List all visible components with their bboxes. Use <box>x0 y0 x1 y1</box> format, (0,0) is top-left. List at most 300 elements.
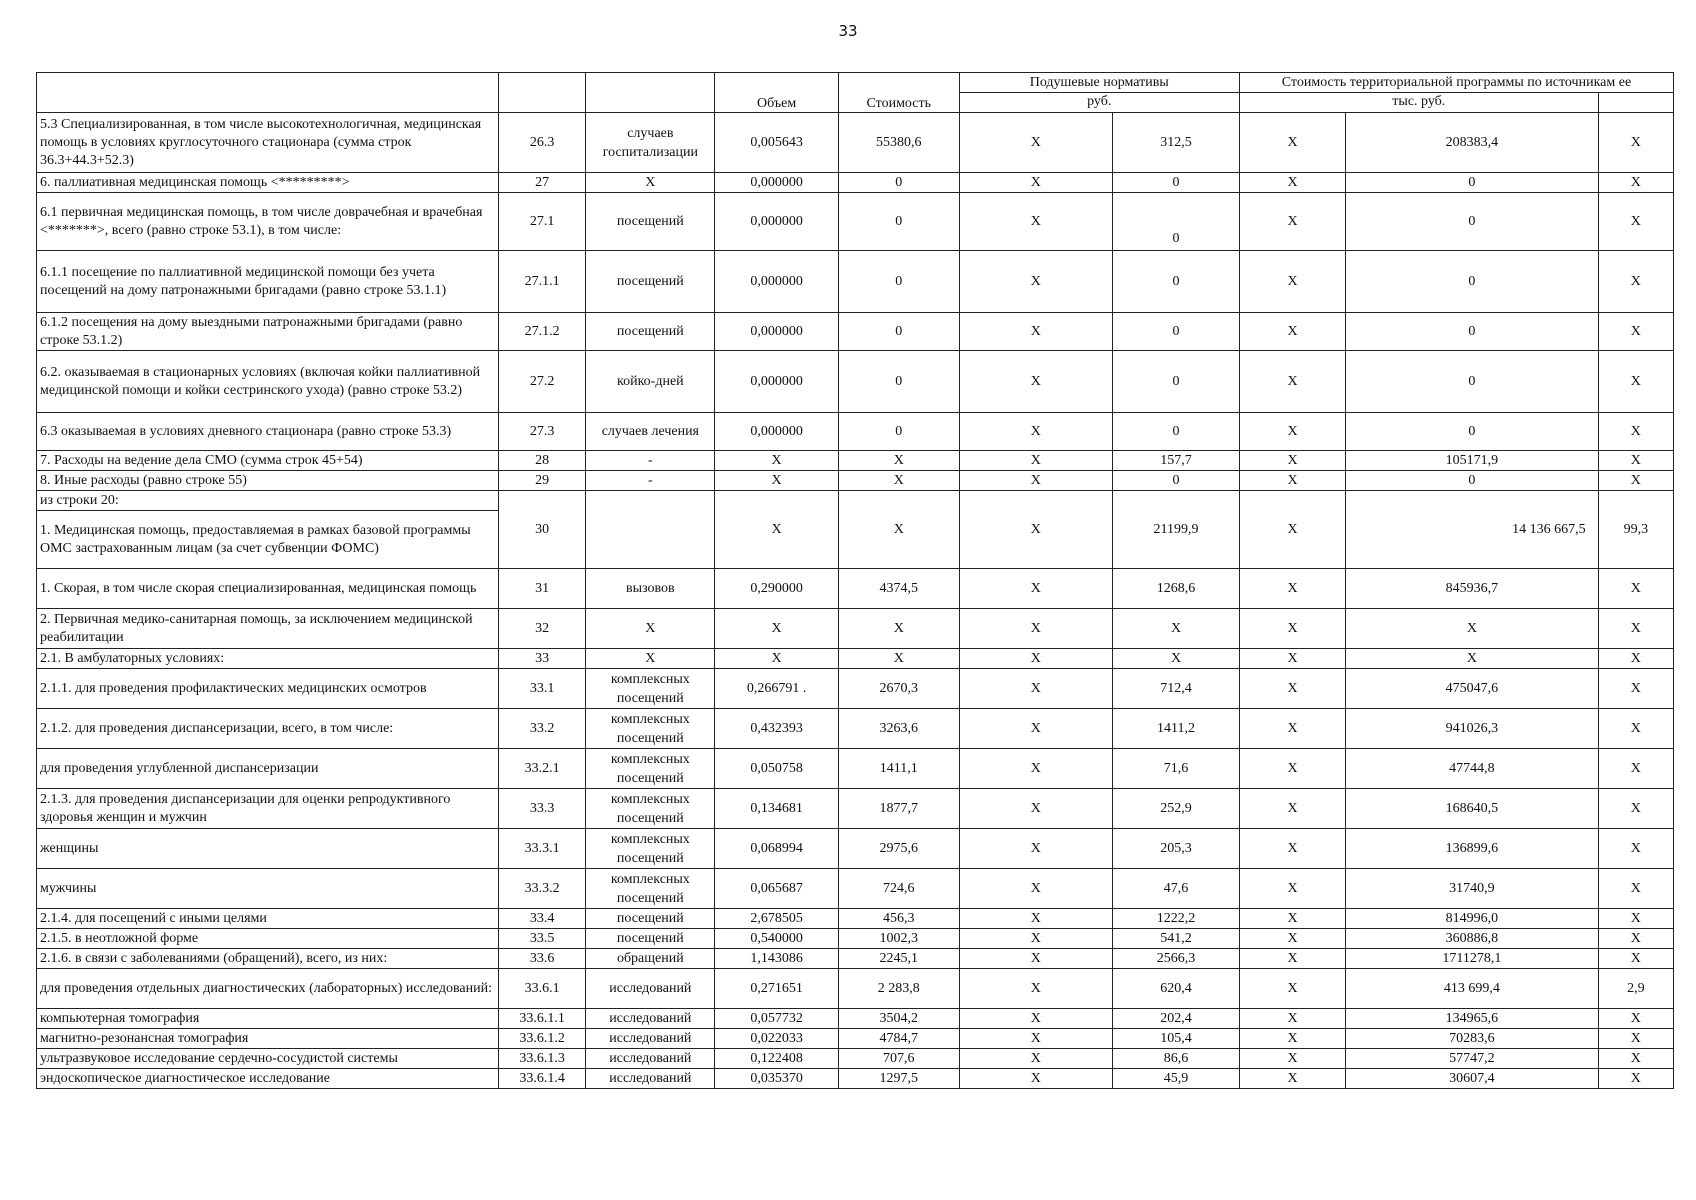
row-norm-1: X <box>959 669 1113 709</box>
row-volume: 0,065687 <box>715 869 839 909</box>
row-unit: комплексных посещений <box>586 669 715 709</box>
row-unit: исследований <box>586 1009 715 1029</box>
row-territorial-3: X <box>1598 173 1673 193</box>
row-territorial-2: 0 <box>1346 471 1599 491</box>
row-volume: X <box>715 491 839 569</box>
row-code: 33.2.1 <box>498 749 586 789</box>
row-territorial-2: 14 136 667,5 <box>1346 491 1599 569</box>
row-territorial-1: X <box>1239 709 1345 749</box>
row-norm-2: 2566,3 <box>1113 949 1240 969</box>
row-volume: 0,271651 <box>715 969 839 1009</box>
row-norm-1: X <box>959 929 1113 949</box>
row-territorial-1: X <box>1239 609 1345 649</box>
table-row <box>37 929 1674 949</box>
row-norm-2: 1268,6 <box>1113 569 1240 609</box>
row-code: 33.3.1 <box>498 829 586 869</box>
row-territorial-3: X <box>1598 749 1673 789</box>
table-row <box>37 909 1674 929</box>
row-territorial-1: X <box>1239 909 1345 929</box>
row-territorial-3: X <box>1598 471 1673 491</box>
row-cost: 0 <box>838 351 959 413</box>
row-territorial-1: X <box>1239 1009 1345 1029</box>
row-name: 2.1.5. в неотложной форме <box>37 929 499 949</box>
row-territorial-1: X <box>1239 113 1345 173</box>
row-territorial-1: X <box>1239 649 1345 669</box>
row-name: для проведения отдельных диагностических (лабораторных) исследований: <box>37 969 499 1009</box>
row-volume: 0,134681 <box>715 789 839 829</box>
row-cost: 55380,6 <box>838 113 959 173</box>
row-cost: X <box>838 451 959 471</box>
row-territorial-3: X <box>1598 949 1673 969</box>
row-volume: 0,290000 <box>715 569 839 609</box>
row-territorial-3: X <box>1598 313 1673 351</box>
row-territorial-3: 99,3 <box>1598 491 1673 569</box>
row-norm-1: X <box>959 491 1113 569</box>
row-cost: 1411,1 <box>838 749 959 789</box>
row-code: 33.2 <box>498 709 586 749</box>
row-territorial-3: X <box>1598 413 1673 451</box>
table-row <box>37 1029 1674 1049</box>
row-norm-2: 21199,9 <box>1113 491 1240 569</box>
row-unit: комплексных посещений <box>586 869 715 909</box>
row-volume: 0,068994 <box>715 829 839 869</box>
header-blank-cell <box>37 73 499 113</box>
row-cost: 2975,6 <box>838 829 959 869</box>
row-name: 2.1.1. для проведения профилактических медицинских осмотров <box>37 669 499 709</box>
row-territorial-2: 845936,7 <box>1346 569 1599 609</box>
row-unit: посещений <box>586 313 715 351</box>
row-norm-2: 620,4 <box>1113 969 1240 1009</box>
row-name: 6.1.2 посещения на дому выездными патронажными бригадами (равно строке 53.1.2) <box>37 313 499 351</box>
row-territorial-2: 0 <box>1346 251 1599 313</box>
row-volume: 0,050758 <box>715 749 839 789</box>
table-row <box>37 351 1674 413</box>
row-cost: 0 <box>838 313 959 351</box>
row-norm-2: 1411,2 <box>1113 709 1240 749</box>
row-volume: 1,143086 <box>715 949 839 969</box>
row-territorial-2: X <box>1346 649 1599 669</box>
row-code: 33.6 <box>498 949 586 969</box>
header-per-capita-norms: Подушевые нормативы <box>959 73 1239 93</box>
row-norm-1: X <box>959 173 1113 193</box>
row-code: 33.4 <box>498 909 586 929</box>
table-row <box>37 173 1674 193</box>
row-territorial-1: X <box>1239 351 1345 413</box>
row-territorial-3: X <box>1598 113 1673 173</box>
row-cost: 4374,5 <box>838 569 959 609</box>
header-blank-cell <box>586 73 715 113</box>
table-row <box>37 491 1674 511</box>
header-territorial-cost: Стоимость территориальной программы по источникам ее <box>1239 73 1673 93</box>
row-cost: 0 <box>838 413 959 451</box>
row-norm-1: X <box>959 1069 1113 1089</box>
row-cost: 2 283,8 <box>838 969 959 1009</box>
row-cost: X <box>838 649 959 669</box>
row-norm-2: 252,9 <box>1113 789 1240 829</box>
row-cost: X <box>838 609 959 649</box>
row-code: 27.1 <box>498 193 586 251</box>
row-territorial-3: X <box>1598 929 1673 949</box>
row-name: ультразвуковое исследование сердечно-сосудистой системы <box>37 1049 499 1069</box>
row-norm-1: X <box>959 949 1113 969</box>
row-norm-2: 0 <box>1113 413 1240 451</box>
header-rub: руб. <box>959 93 1239 113</box>
row-norm-2: 312,5 <box>1113 113 1240 173</box>
row-name: 6.1 первичная медицинская помощь, в том числе доврачебная и врачебная <*******>, всего (равно строке 53.1), в том числе: <box>37 193 499 251</box>
row-volume: 0,266791 . <box>715 669 839 709</box>
row-volume: 2,678505 <box>715 909 839 929</box>
table-row <box>37 313 1674 351</box>
row-name: 2.1.3. для проведения диспансеризации для оценки репродуктивного здоровья женщин и мужчин <box>37 789 499 829</box>
row-code: 33.6.1.2 <box>498 1029 586 1049</box>
row-name: 1. Скорая, в том числе скорая специализированная, медицинская помощь <box>37 569 499 609</box>
row-unit: случаев госпитализации <box>586 113 715 173</box>
row-norm-2: 0 <box>1113 193 1240 251</box>
row-unit: - <box>586 451 715 471</box>
row-norm-2: 0 <box>1113 251 1240 313</box>
row-territorial-2: 0 <box>1346 173 1599 193</box>
row-territorial-3: X <box>1598 193 1673 251</box>
row-unit: койко-дней <box>586 351 715 413</box>
row-unit <box>586 491 715 569</box>
row-norm-2: 0 <box>1113 173 1240 193</box>
table-row <box>37 609 1674 649</box>
row-norm-1: X <box>959 1009 1113 1029</box>
table-row <box>37 829 1674 869</box>
row-norm-1: X <box>959 351 1113 413</box>
row-name: для проведения углубленной диспансеризации <box>37 749 499 789</box>
row-norm-2: 45,9 <box>1113 1069 1240 1089</box>
row-code: 27 <box>498 173 586 193</box>
header-volume: Объем <box>715 73 839 113</box>
row-cost: X <box>838 491 959 569</box>
row-territorial-3: X <box>1598 669 1673 709</box>
row-territorial-3: X <box>1598 829 1673 869</box>
table-body <box>37 73 1674 1089</box>
row-territorial-1: X <box>1239 451 1345 471</box>
row-norm-1: X <box>959 829 1113 869</box>
row-territorial-1: X <box>1239 749 1345 789</box>
table-row <box>37 1069 1674 1089</box>
row-code: 33.6.1.4 <box>498 1069 586 1089</box>
row-volume: X <box>715 471 839 491</box>
table-row <box>37 251 1674 313</box>
header-blank-cell <box>498 73 586 113</box>
row-territorial-1: X <box>1239 1029 1345 1049</box>
row-territorial-2: 475047,6 <box>1346 669 1599 709</box>
table-row <box>37 669 1674 709</box>
row-norm-2: 202,4 <box>1113 1009 1240 1029</box>
row-territorial-1: X <box>1239 789 1345 829</box>
row-territorial-3: X <box>1598 569 1673 609</box>
row-unit: посещений <box>586 193 715 251</box>
row-cost: 707,6 <box>838 1049 959 1069</box>
row-code: 33 <box>498 649 586 669</box>
row-cost: 1297,5 <box>838 1069 959 1089</box>
row-volume: X <box>715 451 839 471</box>
row-norm-1: X <box>959 1049 1113 1069</box>
row-territorial-1: X <box>1239 669 1345 709</box>
table-row <box>37 569 1674 609</box>
row-name: 6. паллиативная медицинская помощь <*********> <box>37 173 499 193</box>
row-volume: 0,432393 <box>715 709 839 749</box>
row-territorial-2: 168640,5 <box>1346 789 1599 829</box>
row-territorial-3: X <box>1598 609 1673 649</box>
row-norm-1: X <box>959 909 1113 929</box>
row-volume: X <box>715 609 839 649</box>
table-row <box>37 193 1674 251</box>
row-name: 2.1.2. для проведения диспансеризации, всего, в том числе: <box>37 709 499 749</box>
row-territorial-1: X <box>1239 413 1345 451</box>
row-territorial-2: 0 <box>1346 193 1599 251</box>
table-row <box>37 869 1674 909</box>
row-norm-2: 157,7 <box>1113 451 1240 471</box>
row-norm-1: X <box>959 471 1113 491</box>
row-name: 8. Иные расходы (равно строке 55) <box>37 471 499 491</box>
table-row <box>37 709 1674 749</box>
row-cost: 2245,1 <box>838 949 959 969</box>
row-territorial-2: 0 <box>1346 313 1599 351</box>
row-territorial-3: X <box>1598 789 1673 829</box>
row-volume: 0,000000 <box>715 251 839 313</box>
row-unit: посещений <box>586 909 715 929</box>
row-volume: 0,000000 <box>715 351 839 413</box>
row-code: 27.1.2 <box>498 313 586 351</box>
row-norm-2: 541,2 <box>1113 929 1240 949</box>
header-thousand-rub: тыс. руб. <box>1239 93 1598 113</box>
row-territorial-2: 57747,2 <box>1346 1049 1599 1069</box>
row-territorial-3: X <box>1598 869 1673 909</box>
row-territorial-1: X <box>1239 1069 1345 1089</box>
row-territorial-3: X <box>1598 709 1673 749</box>
row-territorial-2: 1711278,1 <box>1346 949 1599 969</box>
row-name: эндоскопическое диагностическое исследование <box>37 1069 499 1089</box>
row-volume: 0,022033 <box>715 1029 839 1049</box>
table-row <box>37 649 1674 669</box>
row-territorial-2: 70283,6 <box>1346 1029 1599 1049</box>
row-territorial-1: X <box>1239 1049 1345 1069</box>
row-territorial-1: X <box>1239 173 1345 193</box>
row-territorial-3: 2,9 <box>1598 969 1673 1009</box>
table-row <box>37 451 1674 471</box>
row-cost: 2670,3 <box>838 669 959 709</box>
row-norm-1: X <box>959 609 1113 649</box>
row-territorial-2: 47744,8 <box>1346 749 1599 789</box>
header-row-top <box>37 73 1674 93</box>
row-cost: X <box>838 471 959 491</box>
row-norm-1: X <box>959 451 1113 471</box>
row-territorial-2: 31740,9 <box>1346 869 1599 909</box>
program-cost-table <box>36 72 1674 1089</box>
row-name: магнитно-резонансная томография <box>37 1029 499 1049</box>
row-territorial-2: 413 699,4 <box>1346 969 1599 1009</box>
row-code: 28 <box>498 451 586 471</box>
row-territorial-2: 208383,4 <box>1346 113 1599 173</box>
row-unit: X <box>586 609 715 649</box>
row-norm-1: X <box>959 709 1113 749</box>
row-name: 1. Медицинская помощь, предоставляемая в рамках базовой программы ОМС застрахованным лицам (за счет субвенции ФОМС) <box>37 511 499 569</box>
row-unit: исследований <box>586 969 715 1009</box>
row-unit: комплексных посещений <box>586 789 715 829</box>
row-norm-1: X <box>959 313 1113 351</box>
row-territorial-3: X <box>1598 351 1673 413</box>
row-unit: исследований <box>586 1069 715 1089</box>
row-name: 7. Расходы на ведение дела СМО (сумма строк 45+54) <box>37 451 499 471</box>
row-volume: 0,122408 <box>715 1049 839 1069</box>
row-territorial-2: 941026,3 <box>1346 709 1599 749</box>
row-territorial-1: X <box>1239 491 1345 569</box>
row-volume: 0,000000 <box>715 193 839 251</box>
row-norm-2: 71,6 <box>1113 749 1240 789</box>
row-norm-2: 47,6 <box>1113 869 1240 909</box>
row-territorial-1: X <box>1239 471 1345 491</box>
row-norm-2: 1222,2 <box>1113 909 1240 929</box>
row-territorial-3: X <box>1598 1009 1673 1029</box>
row-unit: посещений <box>586 251 715 313</box>
row-cost: 4784,7 <box>838 1029 959 1049</box>
row-name: 6.2. оказываемая в стационарных условиях (включая койки паллиативной медицинской помощи и койки сестринского ухода) (равно строке 53.2) <box>37 351 499 413</box>
row-cost: 0 <box>838 173 959 193</box>
row-cost: 3263,6 <box>838 709 959 749</box>
row-territorial-1: X <box>1239 969 1345 1009</box>
row-code: 33.3 <box>498 789 586 829</box>
row-territorial-1: X <box>1239 949 1345 969</box>
row-territorial-2: 360886,8 <box>1346 929 1599 949</box>
table-row <box>37 749 1674 789</box>
row-volume: 0,005643 <box>715 113 839 173</box>
row-territorial-2: 0 <box>1346 413 1599 451</box>
table-row <box>37 789 1674 829</box>
table-row <box>37 969 1674 1009</box>
row-norm-2: X <box>1113 649 1240 669</box>
row-norm-1: X <box>959 413 1113 451</box>
row-code: 26.3 <box>498 113 586 173</box>
row-norm-1: X <box>959 569 1113 609</box>
row-norm-1: X <box>959 649 1113 669</box>
row-name: 6.1.1 посещение по паллиативной медицинской помощи без учета посещений на дому патронажными бригадами (равно строке 53.1.1) <box>37 251 499 313</box>
row-cost: 1002,3 <box>838 929 959 949</box>
table-row <box>37 1049 1674 1069</box>
row-territorial-2: 134965,6 <box>1346 1009 1599 1029</box>
row-name: 2.1.6. в связи с заболеваниями (обращений), всего, из них: <box>37 949 499 969</box>
header-cost: Стоимость <box>838 73 959 113</box>
row-name: 2.1.4. для посещений с иными целями <box>37 909 499 929</box>
row-unit: обращений <box>586 949 715 969</box>
table-row <box>37 113 1674 173</box>
row-territorial-2: 136899,6 <box>1346 829 1599 869</box>
row-territorial-3: X <box>1598 1049 1673 1069</box>
row-norm-2: 712,4 <box>1113 669 1240 709</box>
row-unit: комплексных посещений <box>586 749 715 789</box>
row-territorial-3: X <box>1598 1029 1673 1049</box>
row-code: 29 <box>498 471 586 491</box>
row-unit: X <box>586 649 715 669</box>
row-code: 31 <box>498 569 586 609</box>
row-name: 2. Первичная медико-санитарная помощь, за исключением медицинской реабилитации <box>37 609 499 649</box>
row-code: 27.1.1 <box>498 251 586 313</box>
row-volume: 0,000000 <box>715 413 839 451</box>
row-volume: 0,057732 <box>715 1009 839 1029</box>
row-code: 33.5 <box>498 929 586 949</box>
row-territorial-2: 814996,0 <box>1346 909 1599 929</box>
row-norm-2: X <box>1113 609 1240 649</box>
row-cost: 456,3 <box>838 909 959 929</box>
row-unit: - <box>586 471 715 491</box>
row-territorial-1: X <box>1239 193 1345 251</box>
row-unit: исследований <box>586 1029 715 1049</box>
row-territorial-1: X <box>1239 569 1345 609</box>
row-name: 6.3 оказываемая в условиях дневного стационара (равно строке 53.3) <box>37 413 499 451</box>
row-territorial-1: X <box>1239 829 1345 869</box>
row-cost: 0 <box>838 193 959 251</box>
row-unit: X <box>586 173 715 193</box>
row-name: из строки 20: <box>37 491 499 511</box>
row-unit: случаев лечения <box>586 413 715 451</box>
row-code: 27.2 <box>498 351 586 413</box>
row-territorial-1: X <box>1239 929 1345 949</box>
row-code: 32 <box>498 609 586 649</box>
row-norm-2: 0 <box>1113 471 1240 491</box>
row-volume: 0,035370 <box>715 1069 839 1089</box>
row-norm-2: 205,3 <box>1113 829 1240 869</box>
row-volume: 0,000000 <box>715 313 839 351</box>
row-territorial-2: X <box>1346 609 1599 649</box>
row-cost: 0 <box>838 251 959 313</box>
row-territorial-3: X <box>1598 909 1673 929</box>
row-territorial-3: X <box>1598 649 1673 669</box>
table-row <box>37 413 1674 451</box>
row-norm-1: X <box>959 113 1113 173</box>
row-unit: исследований <box>586 1049 715 1069</box>
row-unit: комплексных посещений <box>586 829 715 869</box>
row-code: 30 <box>498 491 586 569</box>
row-name: мужчины <box>37 869 499 909</box>
row-norm-2: 0 <box>1113 313 1240 351</box>
row-cost: 3504,2 <box>838 1009 959 1029</box>
row-norm-1: X <box>959 193 1113 251</box>
row-territorial-2: 30607,4 <box>1346 1069 1599 1089</box>
row-name: 5.3 Специализированная, в том числе высокотехнологичная, медицинская помощь в условиях круглосуточного стационара (сумма строк 36.3+44.3+52.3) <box>37 113 499 173</box>
row-cost: 724,6 <box>838 869 959 909</box>
table-row <box>37 949 1674 969</box>
table-row <box>37 471 1674 491</box>
row-unit: вызовов <box>586 569 715 609</box>
row-volume: 0,540000 <box>715 929 839 949</box>
row-norm-1: X <box>959 869 1113 909</box>
table-row <box>37 1009 1674 1029</box>
row-territorial-2: 0 <box>1346 351 1599 413</box>
header-blank-cell <box>1598 93 1673 113</box>
row-norm-2: 0 <box>1113 351 1240 413</box>
row-norm-1: X <box>959 969 1113 1009</box>
row-territorial-2: 105171,9 <box>1346 451 1599 471</box>
row-norm-1: X <box>959 251 1113 313</box>
row-name: 2.1. В амбулаторных условиях: <box>37 649 499 669</box>
row-norm-2: 86,6 <box>1113 1049 1240 1069</box>
row-territorial-3: X <box>1598 1069 1673 1089</box>
row-code: 33.6.1.3 <box>498 1049 586 1069</box>
row-name: компьютерная томография <box>37 1009 499 1029</box>
row-volume: 0,000000 <box>715 173 839 193</box>
row-norm-1: X <box>959 1029 1113 1049</box>
row-name: женщины <box>37 829 499 869</box>
row-code: 33.3.2 <box>498 869 586 909</box>
row-cost: 1877,7 <box>838 789 959 829</box>
row-code: 33.6.1.1 <box>498 1009 586 1029</box>
row-territorial-1: X <box>1239 313 1345 351</box>
row-unit: посещений <box>586 929 715 949</box>
row-code: 33.1 <box>498 669 586 709</box>
